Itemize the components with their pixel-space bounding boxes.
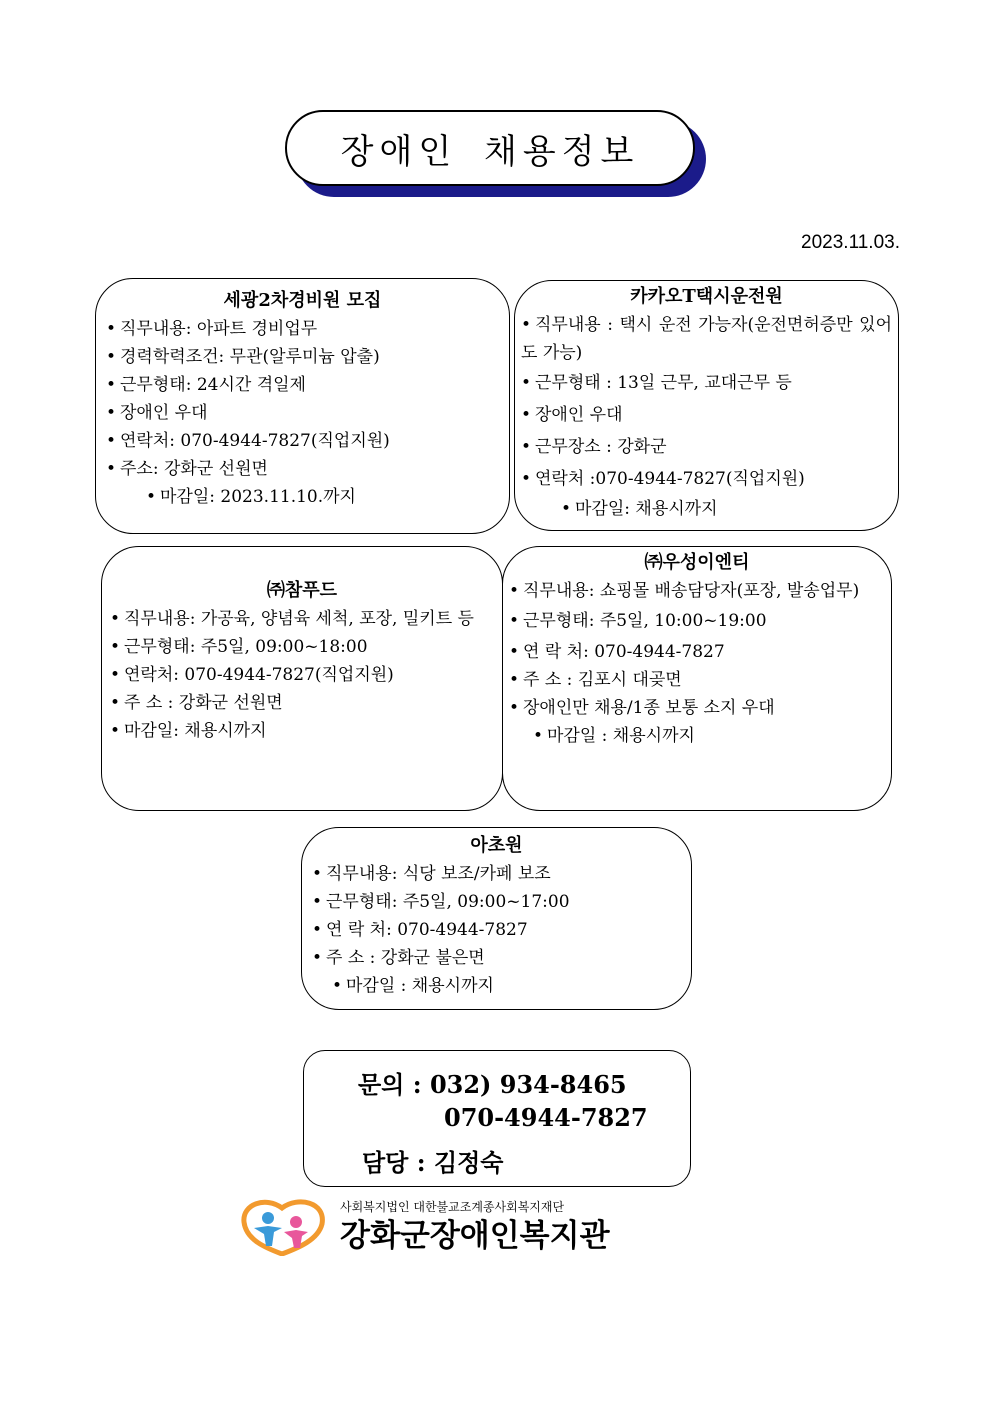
job-title: 세광2차경비원 모집 xyxy=(223,290,382,311)
job-card-sekwang xyxy=(95,278,510,534)
job-detail: • 연 락 처: 070-4944-7827 xyxy=(509,642,725,662)
job-card-achowon xyxy=(301,827,692,1010)
inquiry-phone-2: 070-4944-7827 xyxy=(444,1103,648,1132)
job-detail: • 근무형태: 24시간 격일제 xyxy=(106,375,306,395)
person-pink-icon xyxy=(290,1216,302,1228)
inquiry-manager: 담당 : 김정숙 xyxy=(362,1148,504,1177)
job-detail: • 근무형태: 주5일, 09:00~17:00 xyxy=(312,892,570,912)
job-detail: • 연락처 :070-4944-7827(직업지원) xyxy=(521,469,805,489)
job-detail: • 장애인 우대 xyxy=(521,405,623,425)
job-detail: • 근무형태: 주5일, 10:00~19:00 xyxy=(509,611,767,631)
job-detail: • 마감일: 채용시까지 xyxy=(110,721,267,741)
job-detail: • 근무장소 : 강화군 xyxy=(521,437,667,457)
job-detail: • 장애인 우대 xyxy=(106,403,208,423)
job-detail: • 주소: 강화군 선원면 xyxy=(106,459,268,479)
inquiry-phone: 문의 : 032) 934-8465 xyxy=(358,1070,627,1099)
job-title: 아초원 xyxy=(470,835,523,856)
job-detail: • 직무내용 : 택시 운전 가능자(운전면허증만 있어도 가능) xyxy=(521,315,892,363)
job-detail: • 직무내용: 가공육, 양념육 세척, 포장, 밀키트 등 xyxy=(110,609,474,629)
job-card-champood xyxy=(101,546,503,811)
job-detail: • 직무내용: 식당 보조/카페 보조 xyxy=(312,864,551,884)
job-detail: • 경력학력조건: 무관(알루미늄 압출) xyxy=(106,347,380,367)
inquiry-box xyxy=(303,1050,691,1187)
job-deadline: • 마감일 : 채용시까지 xyxy=(332,976,494,996)
job-detail: • 연락처: 070-4944-7827(직업지원) xyxy=(110,665,394,685)
job-detail: • 직무내용: 쇼핑몰 배송담당자(포장, 발송업무) xyxy=(509,581,860,601)
job-title: 카카오T택시운전원 xyxy=(630,286,783,307)
job-card-woosung xyxy=(502,546,892,811)
job-detail: • 주 소 : 김포시 대곶면 xyxy=(509,670,682,690)
job-detail: • 장애인만 채용/1종 보통 소지 우대 xyxy=(509,698,775,718)
page-title: 장애인 채용정보 xyxy=(285,110,695,186)
job-detail: • 주 소 : 강화군 불은면 xyxy=(312,948,485,968)
org-name: 강화군장애인복지관 xyxy=(340,1218,610,1254)
job-detail: • 근무형태: 주5일, 09:00~18:00 xyxy=(110,637,368,657)
job-detail: • 주 소 : 강화군 선원면 xyxy=(110,693,283,713)
job-detail: • 연 락 처: 070-4944-7827 xyxy=(312,920,528,940)
job-card-kakao-taxi xyxy=(514,280,899,531)
job-deadline: • 마감일: 채용시까지 xyxy=(561,499,718,519)
job-title: ㈜참푸드 xyxy=(266,580,338,601)
job-detail: • 연락처: 070-4944-7827(직업지원) xyxy=(106,431,390,451)
job-deadline: • 마감일: 2023.11.10.까지 xyxy=(146,487,356,507)
job-detail: • 근무형태 : 13일 근무, 교대근무 등 xyxy=(521,373,792,393)
org-subtitle: 사회복지법인 대한불교조계종사회복지재단 xyxy=(340,1200,565,1214)
person-blue-icon xyxy=(262,1212,274,1224)
job-deadline: • 마감일 : 채용시까지 xyxy=(533,726,695,746)
job-detail: • 직무내용: 아파트 경비업무 xyxy=(106,319,318,339)
job-title: ㈜우성이엔티 xyxy=(644,552,750,573)
posting-date: 2023.11.03. xyxy=(801,232,900,253)
